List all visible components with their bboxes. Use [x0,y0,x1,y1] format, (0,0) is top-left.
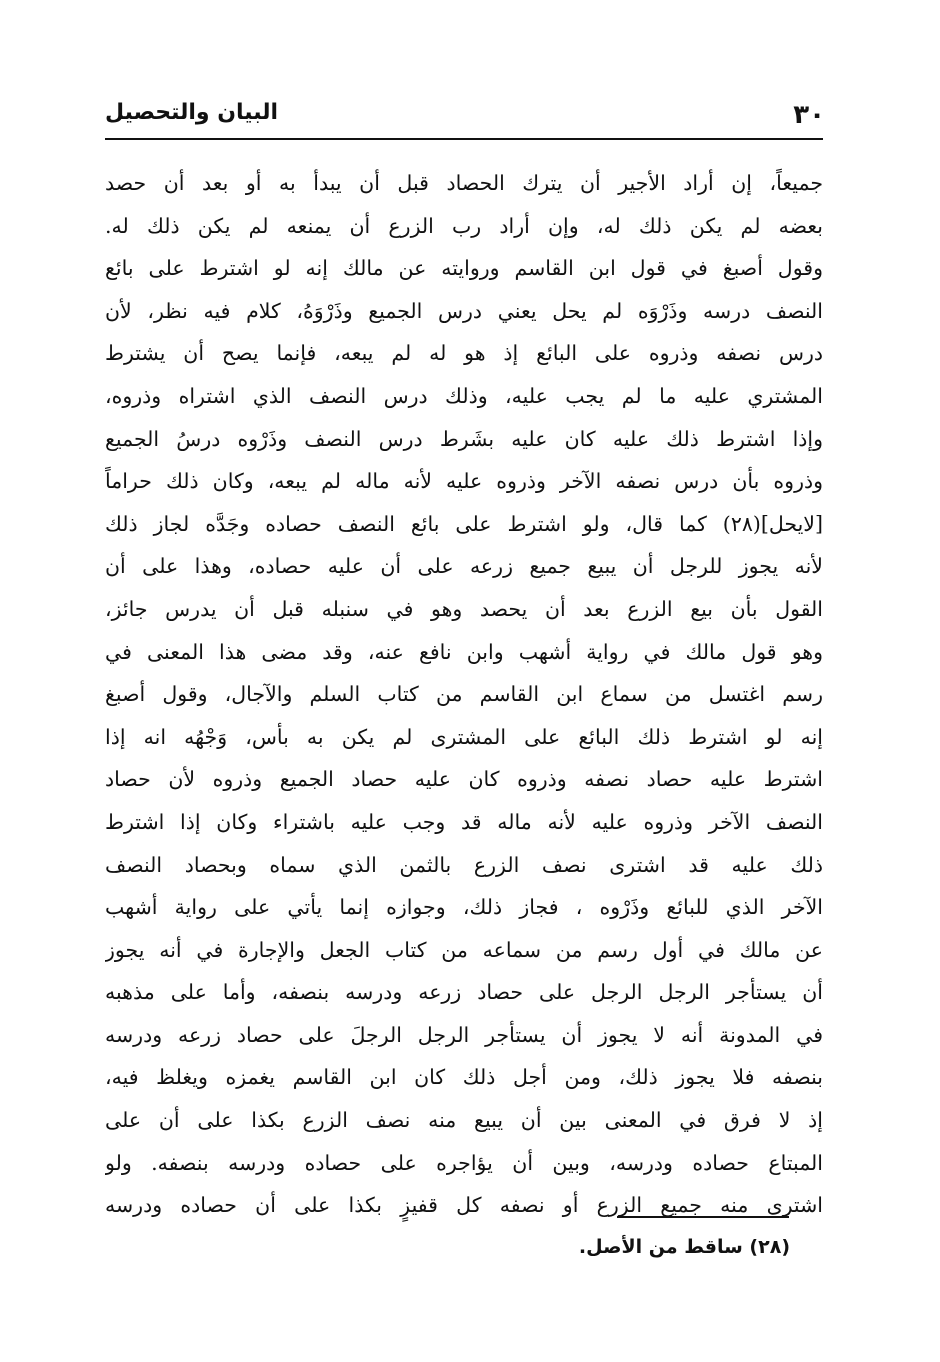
footnote: (٢٨) ساقط من الأصل. [578,1236,790,1258]
text-line: النصف الآخر وذروه عليه لأنه ماله قد وجب عليه باشتراء وكان إذا اشترط [105,809,823,834]
text-line: المبتاع حصاده ودرسه، وبين أن يؤاجره على حصاده ودرسه بنصفه. ولو [105,1150,823,1175]
body-text [105,162,823,1227]
text-line: القول بأن بيع الزرع بعد أن يحصد وهو في سنبله قبل أن يدرس جائز، [105,596,823,621]
page-header [105,96,825,136]
text-line: درس نصفه وذروه على البائع إذ هو له لم يبعه، فإنما يصح أن يشترط [105,341,823,366]
text-line: في المدونة أنه لا يجوز أن يستأجر الرجل الرجلَ على حصاد زرعه ودرسه [105,1022,823,1047]
text-line: بنصفه فلا يجوز ذلك، ومن أجل ذلك كان ابن القاسم يغمزه ويغلظ فيه، [105,1065,823,1090]
text-line: أن يستأجر الرجل الرجل على حصاد زرعه ودرسه بنصفه، وأما على مذهبه [105,980,823,1005]
text-line: وهو قول مالك في رواية أشهب وابن نافع عنه، وقد مضى هذا المعنى في [105,639,823,664]
text-line: اشترط عليه حصاد نصفه وذروه كان عليه حصاد الجميع وذروه لأن حصاد [105,767,823,792]
text-line: [لايحل](٢٨) كما قال، ولو اشترط على بائع النصف حصاده وجَدَّه لجاز ذلك [105,511,823,536]
text-line: وإذا اشترط ذلك عليه كان عليه بشَرط درس النصف وذَرْوه درسُ الجميع [105,426,823,451]
text-line: عن مالك في أول رسم من سماعه من كتاب الجعل والإجارة في أنه يجوز [105,937,823,962]
text-line: جميعاً، إن أراد الأجير أن يترك الحصاد قبل أن يبدأ به أو بعد أن حصد [105,171,823,195]
text-line: الآخر الذي للبائع وذَرْوه ، فجاز ذلك، وجوازه إنما يأتي على رواية أشهب [105,895,823,920]
text-line: إنه لو اشترط ذلك البائع على المشترى لم يكن به بأس، وَجْهُه انه إذا [105,724,823,749]
text-line: رسم اغتسل من سماع ابن القاسم من كتاب السلم والآجال، وقول أصبغ [105,682,823,707]
text-line: بعضه لم يكن ذلك له، وإن أراد رب الزرع أن يمنعه لم يكن ذلك له. [105,213,823,238]
header-rule [105,138,823,140]
text-line: المشتري عليه ما لم يجب عليه، وذلك درس النصف الذي اشتراه وذروه، [105,383,823,408]
text-line: وقول أصبغ في قول ابن القاسم وروايته عن مالك إنه لو اشترط على بائع [105,256,823,281]
page-number: ٣٠ [793,100,825,130]
footnote-rule [617,1216,789,1218]
text-line: لأنه يجوز للرجل أن يبيع جميع زرعه على أن عليه حصاده، وهذا على أن [105,554,823,579]
text-line: وذروه بأن درس نصفه الآخر وذروه عليه لأنه ماله لم يبعه، وكان ذلك حراماً [105,469,823,494]
running-title: البيان والتحصيل [105,100,279,125]
text-line: النصف درسه وذَرْوَه لم يحل يعني درس الجميع وذَرْوَهُ، كلام فيه نظر، لأن [105,298,823,323]
text-line: إذ لا فرق في المعنى بين أن يبيع منه نصف الزرع بكذا على أن على [105,1108,823,1133]
text-line: ذلك عليه قد اشترى نصف الزرع بالثمن الذي سماه وبحصاد النصف [105,852,823,877]
text-line: اشترى منه جميع الزرع أو نصفه كل قفيزٍ بكذا على أن حصاده ودرسه [105,1193,823,1218]
